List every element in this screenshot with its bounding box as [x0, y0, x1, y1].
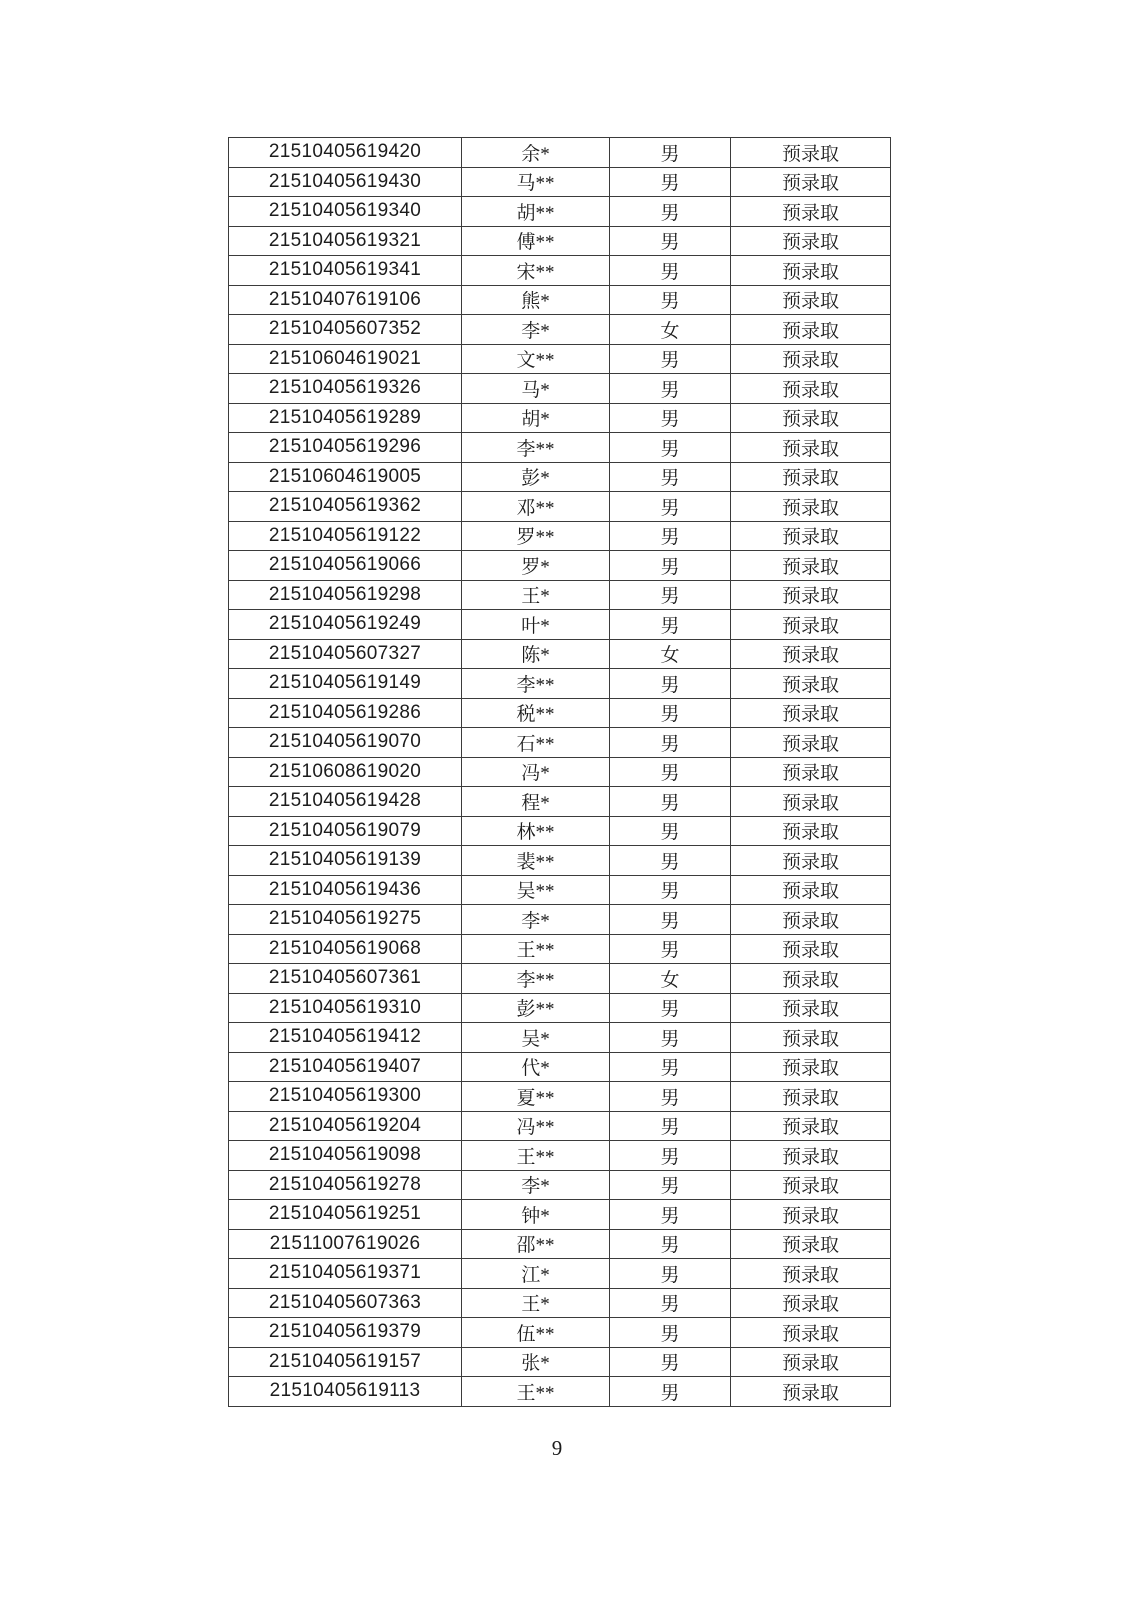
table-row — [229, 1200, 891, 1230]
candidate-id-cell: 21510405619341 — [229, 256, 462, 286]
table-row — [229, 403, 891, 433]
table-row — [229, 846, 891, 876]
gender-cell: 男 — [610, 875, 731, 905]
admission-list-table — [228, 137, 891, 1407]
name-cell: 傅** — [462, 226, 610, 256]
status-cell: 预录取 — [731, 256, 891, 286]
name-cell: 代* — [462, 1052, 610, 1082]
candidate-id-cell: 21510405619340 — [229, 197, 462, 227]
gender-cell: 男 — [610, 344, 731, 374]
candidate-id-cell: 21510405619420 — [229, 138, 462, 168]
table-row — [229, 315, 891, 345]
status-cell: 预录取 — [731, 1288, 891, 1318]
candidate-id-cell: 21510405619300 — [229, 1082, 462, 1112]
table-row — [229, 1023, 891, 1053]
table-row — [229, 993, 891, 1023]
candidate-id-cell: 21510405619113 — [229, 1377, 462, 1407]
name-cell: 彭** — [462, 993, 610, 1023]
status-cell: 预录取 — [731, 551, 891, 581]
status-cell: 预录取 — [731, 492, 891, 522]
name-cell: 税** — [462, 698, 610, 728]
candidate-id-cell: 21510405619278 — [229, 1170, 462, 1200]
table-row — [229, 698, 891, 728]
status-cell: 预录取 — [731, 787, 891, 817]
gender-cell: 男 — [610, 551, 731, 581]
name-cell: 罗* — [462, 551, 610, 581]
status-cell: 预录取 — [731, 875, 891, 905]
name-cell: 宋** — [462, 256, 610, 286]
status-cell: 预录取 — [731, 1082, 891, 1112]
status-cell: 预录取 — [731, 1141, 891, 1171]
name-cell: 李* — [462, 905, 610, 935]
status-cell: 预录取 — [731, 344, 891, 374]
name-cell: 马** — [462, 167, 610, 197]
name-cell: 李** — [462, 669, 610, 699]
table-row — [229, 905, 891, 935]
candidate-id-cell: 21510405607361 — [229, 964, 462, 994]
name-cell: 胡* — [462, 403, 610, 433]
status-cell: 预录取 — [731, 521, 891, 551]
name-cell: 吴** — [462, 875, 610, 905]
candidate-id-cell: 21510405619436 — [229, 875, 462, 905]
name-cell: 伍** — [462, 1318, 610, 1348]
gender-cell: 男 — [610, 1288, 731, 1318]
gender-cell: 男 — [610, 1318, 731, 1348]
table-row — [229, 1111, 891, 1141]
table-row — [229, 757, 891, 787]
table-row — [229, 1318, 891, 1348]
name-cell: 王** — [462, 934, 610, 964]
name-cell: 文** — [462, 344, 610, 374]
name-cell: 胡** — [462, 197, 610, 227]
name-cell: 李** — [462, 433, 610, 463]
table-row — [229, 1052, 891, 1082]
status-cell: 预录取 — [731, 167, 891, 197]
status-cell: 预录取 — [731, 1318, 891, 1348]
status-cell: 预录取 — [731, 1052, 891, 1082]
gender-cell: 男 — [610, 580, 731, 610]
candidate-id-cell: 21510405619326 — [229, 374, 462, 404]
table-row — [229, 964, 891, 994]
candidate-id-cell: 21510405619310 — [229, 993, 462, 1023]
candidate-id-cell: 21510405619204 — [229, 1111, 462, 1141]
name-cell: 邵** — [462, 1229, 610, 1259]
gender-cell: 男 — [610, 1023, 731, 1053]
gender-cell: 男 — [610, 1347, 731, 1377]
candidate-id-cell: 21510405619321 — [229, 226, 462, 256]
table-row — [229, 197, 891, 227]
table-row — [229, 374, 891, 404]
name-cell: 裴** — [462, 846, 610, 876]
status-cell: 预录取 — [731, 226, 891, 256]
name-cell: 王* — [462, 1288, 610, 1318]
candidate-id-cell: 21510405619430 — [229, 167, 462, 197]
candidate-id-cell: 21510405619407 — [229, 1052, 462, 1082]
gender-cell: 男 — [610, 521, 731, 551]
candidate-id-cell: 21510405619298 — [229, 580, 462, 610]
status-cell: 预录取 — [731, 1111, 891, 1141]
status-cell: 预录取 — [731, 1170, 891, 1200]
candidate-id-cell: 21510405619066 — [229, 551, 462, 581]
status-cell: 预录取 — [731, 403, 891, 433]
candidate-id-cell: 21510405619289 — [229, 403, 462, 433]
gender-cell: 男 — [610, 462, 731, 492]
table-row — [229, 492, 891, 522]
status-cell: 预录取 — [731, 698, 891, 728]
candidate-id-cell: 21510405607363 — [229, 1288, 462, 1318]
status-cell: 预录取 — [731, 610, 891, 640]
name-cell: 江* — [462, 1259, 610, 1289]
gender-cell: 男 — [610, 993, 731, 1023]
candidate-id-cell: 21510405619157 — [229, 1347, 462, 1377]
table-row — [229, 1259, 891, 1289]
candidate-id-cell: 21510405607352 — [229, 315, 462, 345]
table-row — [229, 1170, 891, 1200]
status-cell: 预录取 — [731, 1259, 891, 1289]
status-cell: 预录取 — [731, 964, 891, 994]
table-row — [229, 1229, 891, 1259]
candidate-id-cell: 21510405619149 — [229, 669, 462, 699]
candidate-id-cell: 21510405619379 — [229, 1318, 462, 1348]
gender-cell: 男 — [610, 492, 731, 522]
name-cell: 李** — [462, 964, 610, 994]
gender-cell: 男 — [610, 197, 731, 227]
table-row — [229, 669, 891, 699]
table-row — [229, 816, 891, 846]
table-body — [229, 138, 891, 1407]
gender-cell: 男 — [610, 905, 731, 935]
table-row — [229, 580, 891, 610]
gender-cell: 男 — [610, 669, 731, 699]
status-cell: 预录取 — [731, 580, 891, 610]
status-cell: 预录取 — [731, 315, 891, 345]
name-cell: 马* — [462, 374, 610, 404]
name-cell: 王* — [462, 580, 610, 610]
candidate-id-cell: 21510405619249 — [229, 610, 462, 640]
name-cell: 吴* — [462, 1023, 610, 1053]
gender-cell: 男 — [610, 1082, 731, 1112]
table-row — [229, 787, 891, 817]
table-row — [229, 551, 891, 581]
table-row — [229, 1288, 891, 1318]
status-cell: 预录取 — [731, 846, 891, 876]
candidate-id-cell: 21510405619412 — [229, 1023, 462, 1053]
gender-cell: 男 — [610, 433, 731, 463]
candidate-id-cell: 21510405619079 — [229, 816, 462, 846]
candidate-id-cell: 21510604619021 — [229, 344, 462, 374]
name-cell: 冯** — [462, 1111, 610, 1141]
candidate-id-cell: 21510604619005 — [229, 462, 462, 492]
name-cell: 彭* — [462, 462, 610, 492]
page-number: 9 — [551, 1436, 563, 1460]
gender-cell: 男 — [610, 610, 731, 640]
gender-cell: 男 — [610, 1229, 731, 1259]
gender-cell: 男 — [610, 698, 731, 728]
gender-cell: 女 — [610, 964, 731, 994]
status-cell: 预录取 — [731, 1229, 891, 1259]
status-cell: 预录取 — [731, 138, 891, 168]
status-cell: 预录取 — [731, 1023, 891, 1053]
gender-cell: 男 — [610, 757, 731, 787]
name-cell: 邓** — [462, 492, 610, 522]
status-cell: 预录取 — [731, 639, 891, 669]
name-cell: 李* — [462, 315, 610, 345]
gender-cell: 男 — [610, 374, 731, 404]
gender-cell: 男 — [610, 787, 731, 817]
candidate-id-cell: 21510405619139 — [229, 846, 462, 876]
candidate-id-cell: 21510405619275 — [229, 905, 462, 935]
table-row — [229, 934, 891, 964]
gender-cell: 男 — [610, 256, 731, 286]
gender-cell: 男 — [610, 285, 731, 315]
status-cell: 预录取 — [731, 462, 891, 492]
table-row — [229, 138, 891, 168]
table-row — [229, 226, 891, 256]
table-row — [229, 875, 891, 905]
status-cell: 预录取 — [731, 1347, 891, 1377]
status-cell: 预录取 — [731, 905, 891, 935]
gender-cell: 男 — [610, 1200, 731, 1230]
gender-cell: 男 — [610, 138, 731, 168]
gender-cell: 男 — [610, 403, 731, 433]
candidate-id-cell: 21510405619068 — [229, 934, 462, 964]
table-row — [229, 462, 891, 492]
table-row — [229, 728, 891, 758]
name-cell: 程* — [462, 787, 610, 817]
gender-cell: 男 — [610, 816, 731, 846]
status-cell: 预录取 — [731, 374, 891, 404]
table-row — [229, 639, 891, 669]
status-cell: 预录取 — [731, 433, 891, 463]
name-cell: 余* — [462, 138, 610, 168]
name-cell: 张* — [462, 1347, 610, 1377]
name-cell: 石** — [462, 728, 610, 758]
candidate-id-cell: 21510405619122 — [229, 521, 462, 551]
candidate-id-cell: 21511007619026 — [229, 1229, 462, 1259]
gender-cell: 男 — [610, 1111, 731, 1141]
candidate-id-cell: 21510405619428 — [229, 787, 462, 817]
table-row — [229, 1082, 891, 1112]
candidate-id-cell: 21510405619286 — [229, 698, 462, 728]
status-cell: 预录取 — [731, 1377, 891, 1407]
status-cell: 预录取 — [731, 285, 891, 315]
gender-cell: 男 — [610, 167, 731, 197]
name-cell: 叶* — [462, 610, 610, 640]
name-cell: 冯* — [462, 757, 610, 787]
candidate-id-cell: 21510407619106 — [229, 285, 462, 315]
name-cell: 钟* — [462, 1200, 610, 1230]
candidate-id-cell: 21510608619020 — [229, 757, 462, 787]
gender-cell: 男 — [610, 1259, 731, 1289]
gender-cell: 女 — [610, 315, 731, 345]
status-cell: 预录取 — [731, 728, 891, 758]
gender-cell: 女 — [610, 639, 731, 669]
gender-cell: 男 — [610, 1377, 731, 1407]
status-cell: 预录取 — [731, 197, 891, 227]
name-cell: 林** — [462, 816, 610, 846]
name-cell: 熊* — [462, 285, 610, 315]
table-row — [229, 433, 891, 463]
gender-cell: 男 — [610, 728, 731, 758]
table-row — [229, 285, 891, 315]
table-row — [229, 521, 891, 551]
gender-cell: 男 — [610, 1141, 731, 1171]
gender-cell: 男 — [610, 1170, 731, 1200]
table-row — [229, 1377, 891, 1407]
status-cell: 预录取 — [731, 1200, 891, 1230]
name-cell: 王** — [462, 1377, 610, 1407]
status-cell: 预录取 — [731, 669, 891, 699]
name-cell: 王** — [462, 1141, 610, 1171]
status-cell: 预录取 — [731, 816, 891, 846]
table-row — [229, 344, 891, 374]
table-row — [229, 167, 891, 197]
candidate-id-cell: 21510405619098 — [229, 1141, 462, 1171]
status-cell: 预录取 — [731, 993, 891, 1023]
candidate-id-cell: 21510405619362 — [229, 492, 462, 522]
table-row — [229, 1141, 891, 1171]
candidate-id-cell: 21510405619070 — [229, 728, 462, 758]
gender-cell: 男 — [610, 226, 731, 256]
status-cell: 预录取 — [731, 934, 891, 964]
candidate-id-cell: 21510405619296 — [229, 433, 462, 463]
gender-cell: 男 — [610, 846, 731, 876]
table-row — [229, 1347, 891, 1377]
candidate-id-cell: 21510405619371 — [229, 1259, 462, 1289]
candidate-id-cell: 21510405619251 — [229, 1200, 462, 1230]
candidate-id-cell: 21510405607327 — [229, 639, 462, 669]
name-cell: 罗** — [462, 521, 610, 551]
name-cell: 陈* — [462, 639, 610, 669]
status-cell: 预录取 — [731, 757, 891, 787]
name-cell: 夏** — [462, 1082, 610, 1112]
table-row — [229, 256, 891, 286]
name-cell: 李* — [462, 1170, 610, 1200]
gender-cell: 男 — [610, 1052, 731, 1082]
table-row — [229, 610, 891, 640]
gender-cell: 男 — [610, 934, 731, 964]
